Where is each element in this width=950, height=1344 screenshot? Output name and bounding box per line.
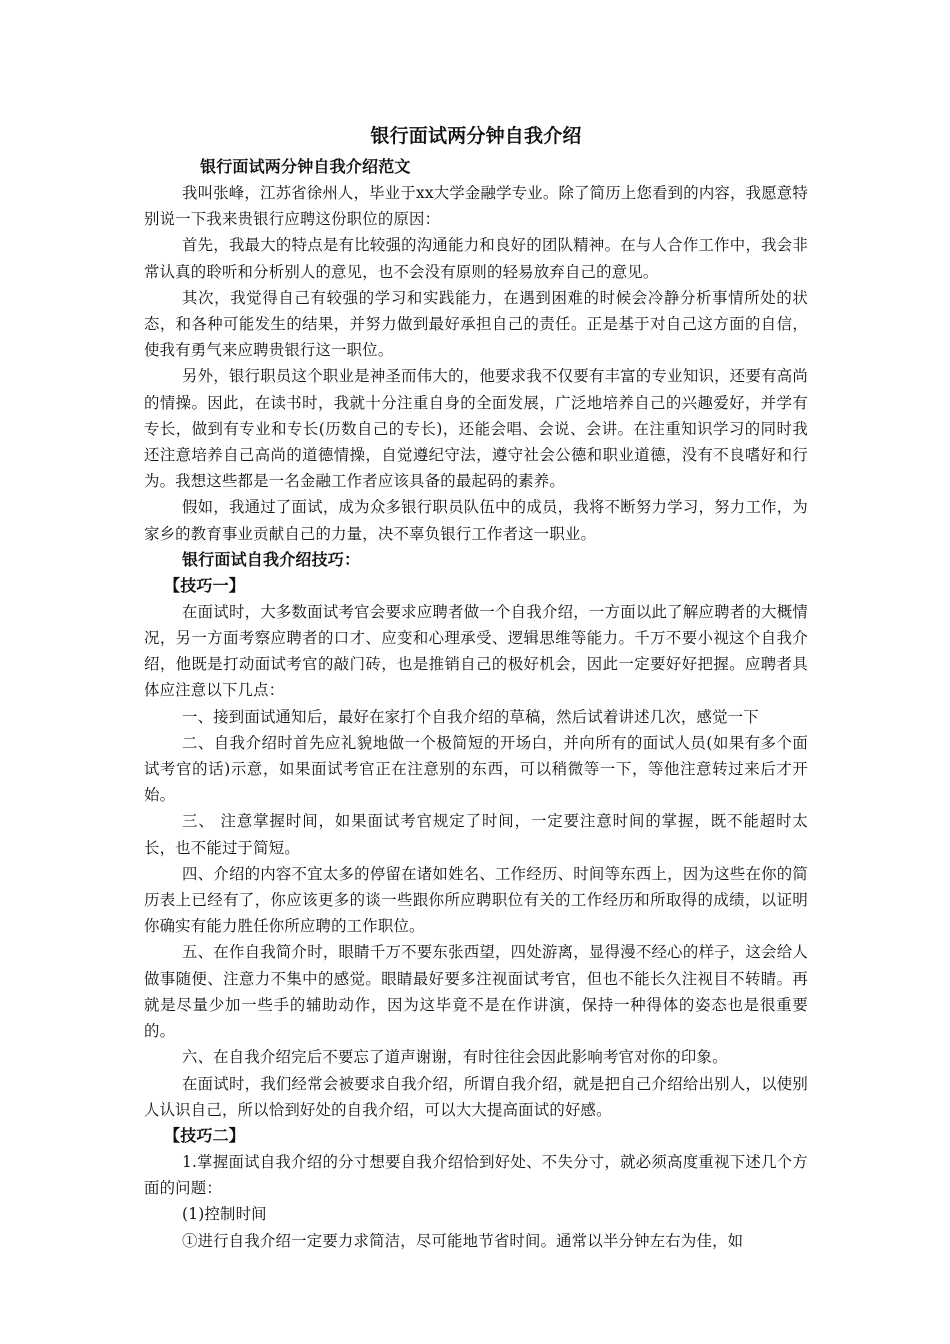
section-heading-tips: 银行面试自我介绍技巧：	[182, 549, 361, 569]
paragraph: 1.掌握面试自我介绍的分寸想要自我介绍恰到好处、不失分寸，就必须高度重视下述几个方面的问题：	[144, 1152, 808, 1198]
document-title: 银行面试两分钟自我介绍	[370, 125, 582, 147]
tip-heading-1: 【技巧一】	[164, 575, 246, 595]
paragraph: 五、在作自我简介时，眼睛千万不要东张西望，四处游离，显得漫不经心的样子，这会给人做事随便、注意力不集中的感觉。眼睛最好要多注视面试考官，但也不能长久注视目不转睛。再就是尽量少加一些手的辅助动作，因为这毕竟不是在作讲演，保持一种得体的姿态也是很重要的。	[144, 943, 808, 1041]
paragraph: 假如，我通过了面试，成为众多银行职员队伍中的成员，我将不断努力学习，努力工作，为家乡的教育事业贡献自己的力量，决不辜负银行工作者这一职业。	[144, 498, 808, 543]
document-page	[144, 118, 808, 1254]
paragraph: 在面试时，我们经常会被要求自我介绍，所谓自我介绍，就是把自己介绍给出别人，以使别人认识自己，所以恰到好处的自我介绍，可以大大提高面试的好感。	[144, 1074, 808, 1119]
paragraph: 我叫张峰，江苏省徐州人，毕业于xx大学金融学专业。除了简历上您看到的内容，我愿意特别说一下我来贵银行应聘这份职位的原因：	[144, 184, 808, 229]
section-heading-sample: 银行面试两分钟自我介绍范文	[200, 157, 411, 176]
paragraph: 六、在自我介绍完后不要忘了道声谢谢，有时往往会因此影响考官对你的印象。	[182, 1048, 728, 1067]
paragraph: 另外，银行职员这个职业是神圣而伟大的，他要求我不仅要有丰富的专业知识，还要有高尚的情操。因此，在读书时，我就十分注重自身的全面发展，广泛地培养自己的兴趣爱好，并学有专长，做到有专业和专长(历数自己的专长)，还能会唱、会说、会讲。在注重知识学习的同时我还注意培养自己高尚的道德情操，自觉遵纪守法，遵守社会公德和职业道德，没有不良嗜好和行为。我想这些都是一名金融工作者应该具备的最起码的素养。	[144, 367, 808, 491]
list-line: (1)控制时间	[182, 1205, 267, 1224]
paragraph: 一、接到面试通知后，最好在家打个自我介绍的草稿，然后试着讲述几次，感觉一下	[182, 707, 759, 726]
paragraph: 在面试时，大多数面试考官会要求应聘者做一个自我介绍，一方面以此了解应聘者的大概情况，另一方面考察应聘者的口才、应变和心理承受、逻辑思维等能力。千万不要小视这个自我介绍，他既是打动面试考官的敲门砖，也是推销自己的极好机会，因此一定要好好把握。应聘者具体应注意以下几点：	[144, 602, 808, 700]
paragraph: ①进行自我介绍一定要力求简洁，尽可能地节省时间。通常以半分钟左右为佳，如	[182, 1231, 744, 1250]
tip-heading-2: 【技巧二】	[164, 1125, 246, 1145]
paragraph: 首先，我最大的特点是有比较强的沟通能力和良好的团队精神。在与人合作工作中，我会非常认真的聆听和分析别人的意见，也不会没有原则的轻易放弃自己的意见。	[144, 236, 808, 281]
paragraph: 其次，我觉得自己有较强的学习和实践能力，在遇到困难的时候会冷静分析事情所处的状态，和各种可能发生的结果，并努力做到最好承担自己的责任。正是基于对自己这方面的自信，使我有勇气来应聘贵银行这一职位。	[144, 288, 808, 360]
paragraph: 二、自我介绍时首先应礼貌地做一个极简短的开场白，并向所有的面试人员(如果有多个面试考官的话)示意，如果面试考官正在注意别的东西，可以稍微等一下，等他注意转过来后才开始。	[144, 733, 808, 805]
paragraph: 三、 注意掌握时间，如果面试考官规定了时间，一定要注意时间的掌握，既不能超时太长，也不能过于简短。	[144, 812, 808, 857]
paragraph: 四、介绍的内容不宜太多的停留在诸如姓名、工作经历、时间等东西上，因为这些在你的简历表上已经有了，你应该更多的谈一些跟你所应聘职位有关的工作经历和所取得的成绩，以证明你确实有能力胜任你所应聘的工作职位。	[144, 864, 808, 936]
